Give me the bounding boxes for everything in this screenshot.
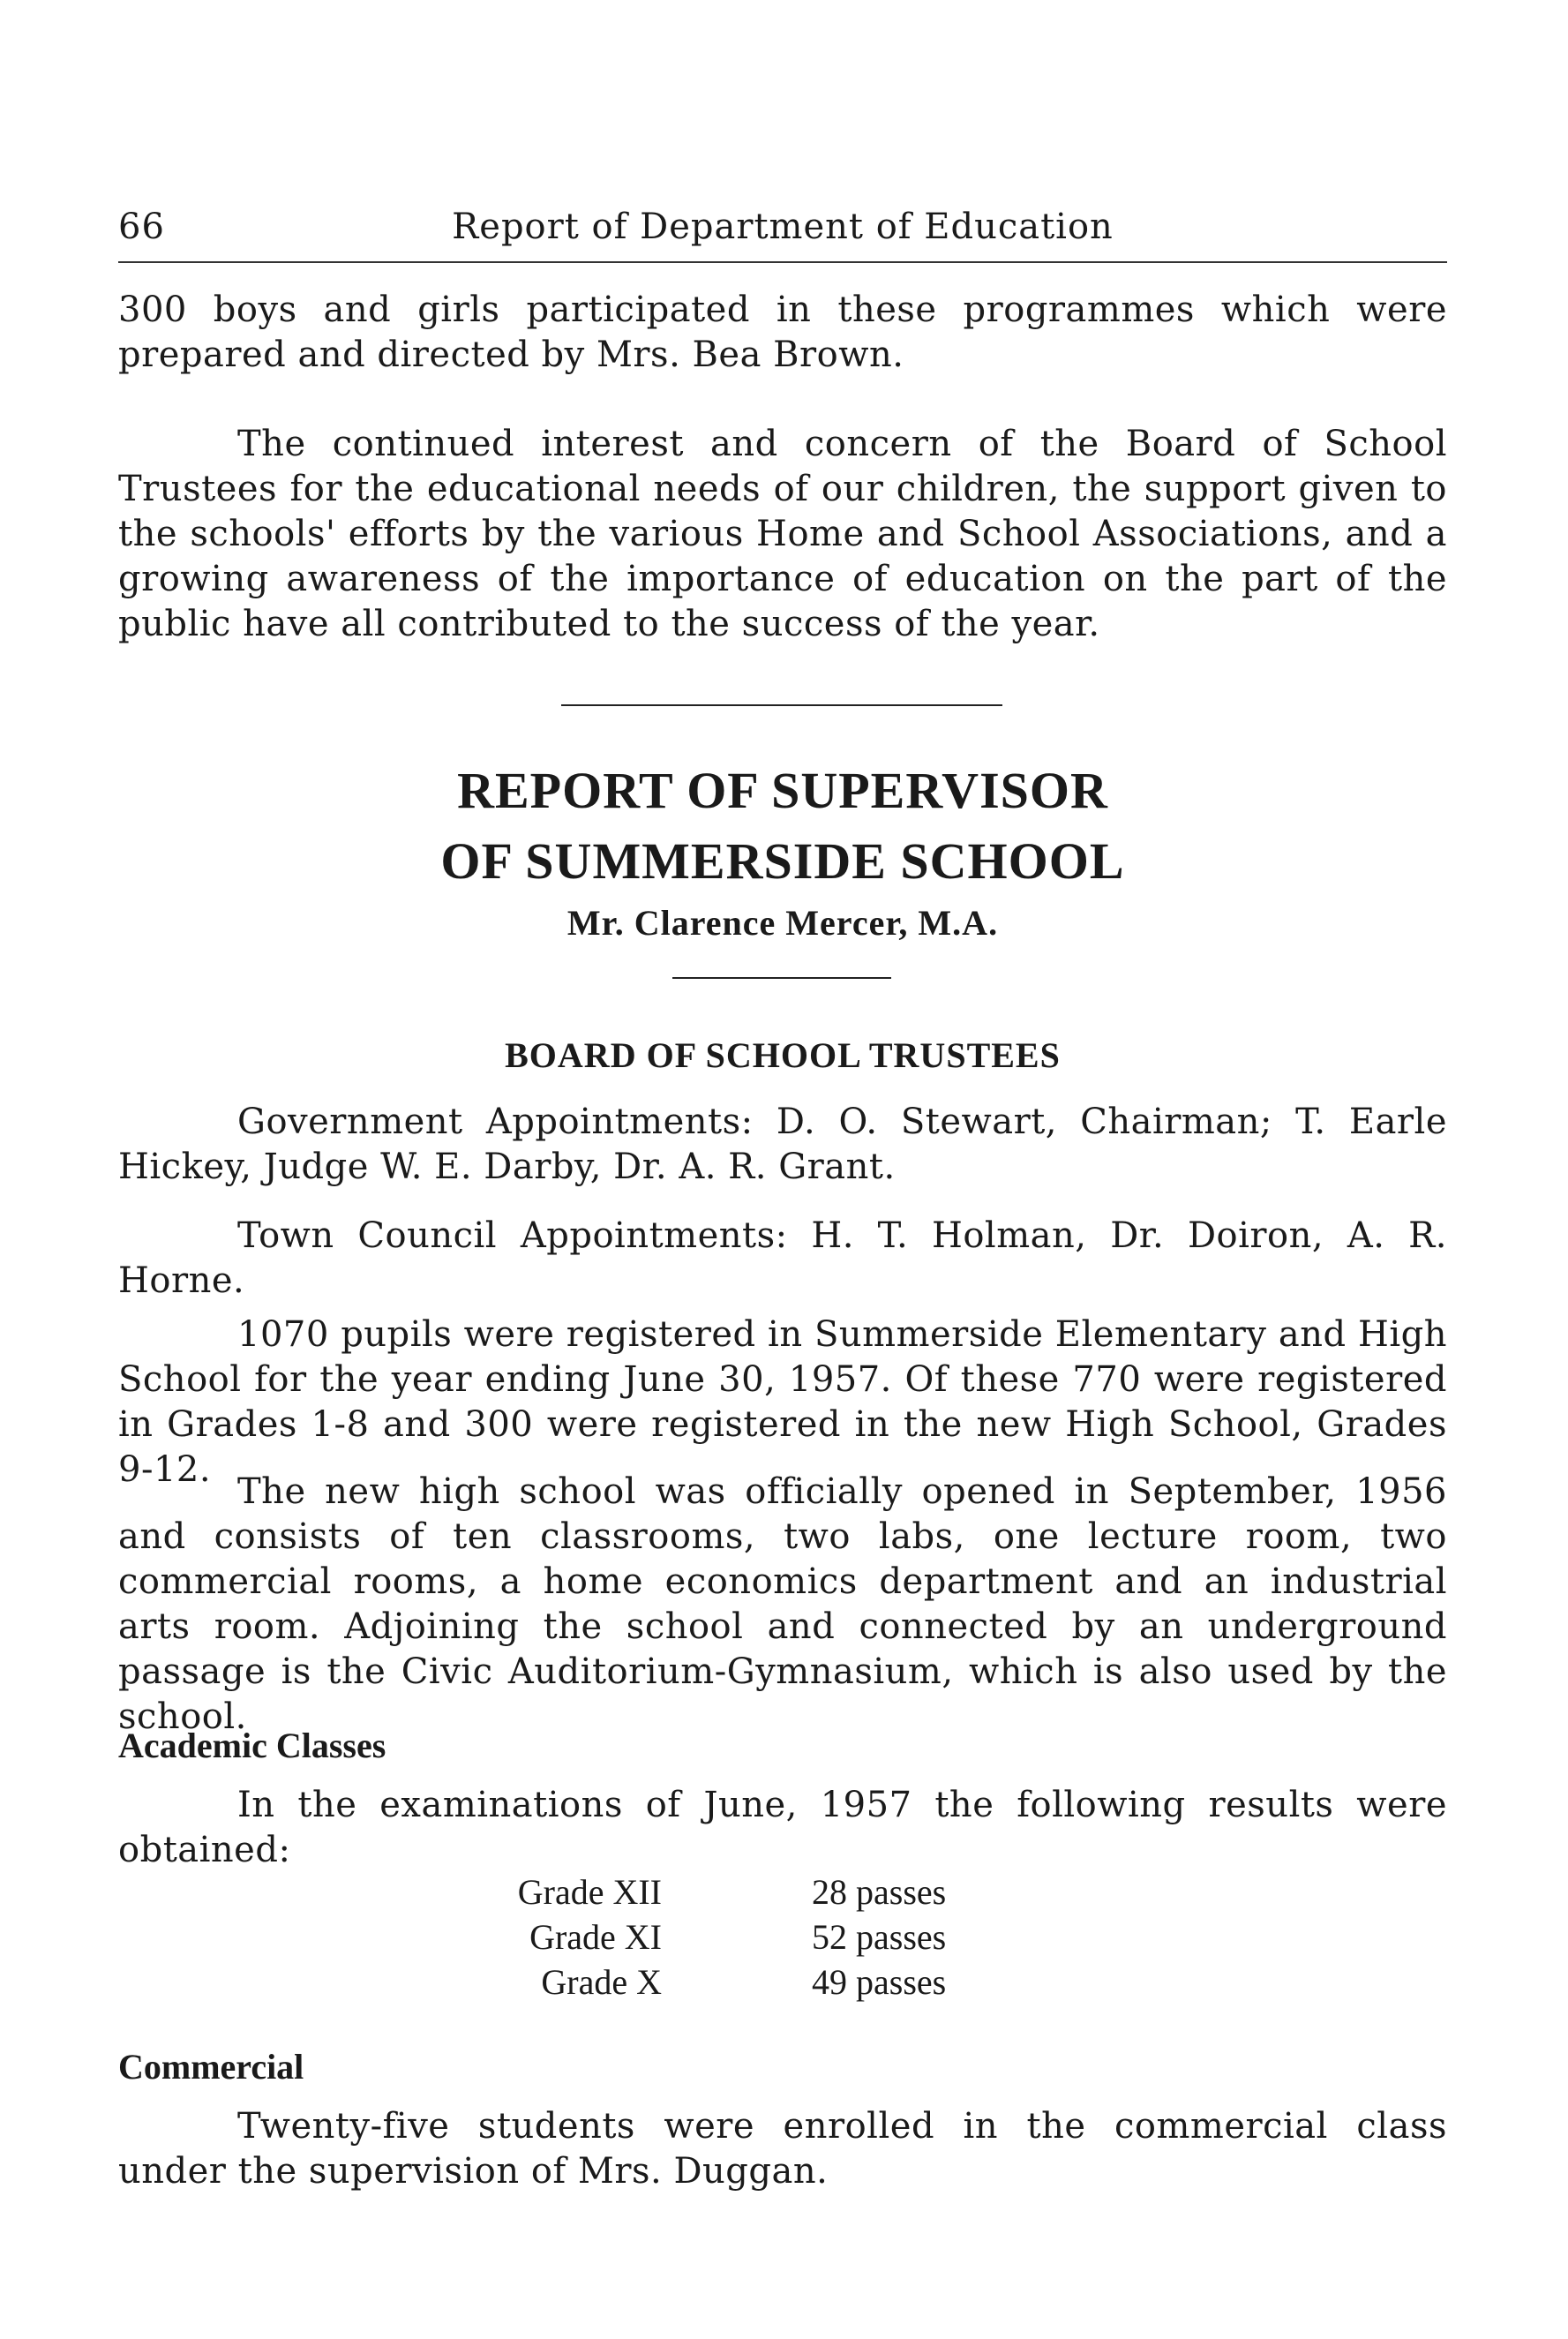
section-divider-top: [561, 704, 1002, 706]
paragraph-programmes: 300 boys and girls participated in these programmes which were prepared and directed by Mrs. Bea Brown.: [118, 290, 1447, 375]
commercial-heading: Commercial: [118, 2047, 304, 2087]
result-row: [529, 1959, 1059, 2004]
result-passes: 28 passes: [812, 1872, 947, 1912]
section-divider-bottom: [672, 977, 891, 979]
paragraph-town-appointments: Town Council Appointments: H. T. Holman, Dr. Doiron, A. R. Horne.: [118, 1215, 1447, 1301]
report-title-line2: OF SUMMERSIDE SCHOOL: [440, 832, 1125, 890]
paragraph-government-appointments: Government Appointments: D. O. Stewart, Chairman; T. Earle Hickey, Judge W. E. Darby, Dr. A. R. Grant.: [118, 1102, 1447, 1187]
paragraph-pupils-registered: 1070 pupils were registered in Summerside Elementary and High School for the year ending June 30, 1957. Of these 770 were registered in Grades 1-8 and 300 were registered in the new High School, Grades 9-12.: [118, 1314, 1447, 1490]
report-author: Mr. Clarence Mercer, M.A.: [566, 903, 999, 943]
page-header: [118, 207, 1447, 259]
result-passes: 49 passes: [812, 1962, 947, 2002]
paragraph-commercial: Twenty-five students were enrolled in the commercial class under the supervision of Mrs. Duggan.: [118, 2106, 1447, 2192]
paragraph-new-high-school: The new high school was officially opened in September, 1956 and consists of ten classrooms, two labs, one lecture room, two commercial rooms, a home economics department and an industrial arts room. Adjoining the school and connected by an underground passage is the Civic Auditorium-Gymnasium, which is also used by the school.: [118, 1471, 1447, 1737]
result-row: [517, 1869, 1059, 1914]
report-title-line1: REPORT OF SUPERVISOR: [457, 762, 1108, 819]
header-rule: [118, 261, 1447, 263]
exam-results-table: [517, 1869, 1059, 2004]
paragraph-board-interest: The continued interest and concern of the Board of School Trustees for the educational needs of our children, the support given to the schools' efforts by the various Home and School Associations, and a growing awareness of the importance of education on the part of the public have all contributed to the success of the year.: [118, 424, 1447, 644]
board-heading: BOARD OF SCHOOL TRUSTEES: [505, 1035, 1061, 1075]
result-passes: 52 passes: [812, 1917, 947, 1957]
result-row: [529, 1914, 1059, 1959]
academic-classes-heading: Academic Classes: [118, 1726, 386, 1765]
running-head: Report of Department of Education: [452, 207, 1114, 247]
result-grade: Grade XII: [517, 1872, 662, 1912]
paragraph-examinations: In the examinations of June, 1957 the following results were obtained:: [118, 1785, 1447, 1870]
page-number: 66: [118, 207, 165, 247]
result-grade: Grade XI: [529, 1917, 662, 1957]
result-grade: Grade X: [541, 1962, 662, 2002]
